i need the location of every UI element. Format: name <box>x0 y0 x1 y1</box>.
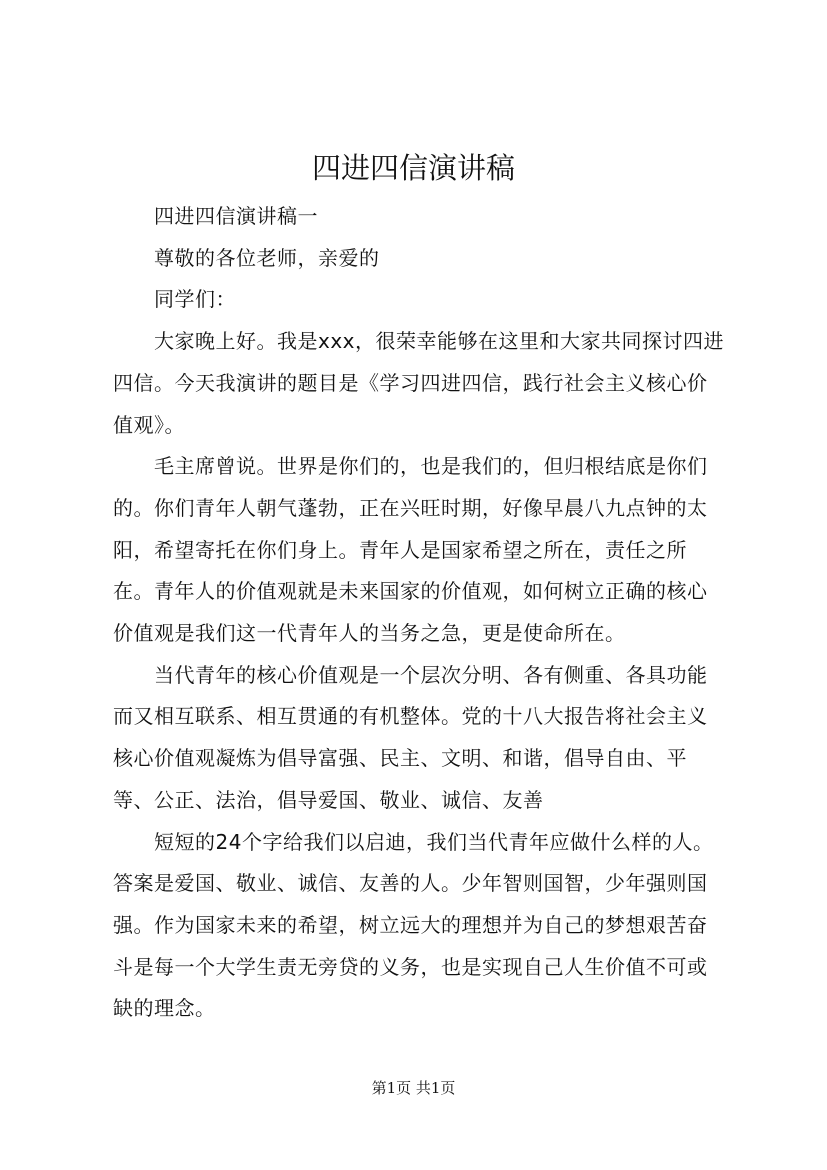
section-heading: 四进四信演讲稿一 <box>154 204 318 228</box>
page-footer: 第1页 共1页 <box>371 1079 456 1097</box>
document-body <box>113 196 725 1030</box>
body-paragraph: 毛主席曾说。世界是你们的，也是我们的，但归根结底是你们的。你们青年人朝气蓬勃，正在兴旺时期，好像早晨八九点钟的太阳，希望寄托在你们身上。青年人是国家希望之所在，责任之所在。青年人的价值观就是未来国家的价值观，如何树立正确的核心价值观是我们这一代青年人的当务之急，更是使命所在。 <box>113 454 708 646</box>
body-paragraph: 大家晚上好。我是xxx，很荣幸能够在这里和大家共同探讨四进四信。今天我演讲的题目是《学习四进四信，践行社会主义核心价值观》。 <box>113 329 725 437</box>
body-paragraph: 短短的24个字给我们以启迪，我们当代青年应做什么样的人。答案是爱国、敬业、诚信、友善的人。少年智则国智，少年强则国强。作为国家未来的希望，树立远大的理想并为自己的梦想艰苦奋斗是每一个大学生责无旁贷的义务，也是实现自己人生价值不可或缺的理念。 <box>113 829 714 1021</box>
greeting-line: 同学们： <box>154 287 236 312</box>
body-paragraph: 当代青年的核心价值观是一个层次分明、各有侧重、各具功能而又相互联系、相互贯通的有机整体。党的十八大报告将社会主义核心价值观凝炼为倡导富强、民主、文明、和谐，倡导自由、平等、公正、法治，倡导爱国、敬业、诚信、友善 <box>113 662 708 812</box>
document-title: 四进四信演讲稿 <box>311 151 515 185</box>
greeting-line: 尊敬的各位老师，亲爱的 <box>154 245 380 270</box>
